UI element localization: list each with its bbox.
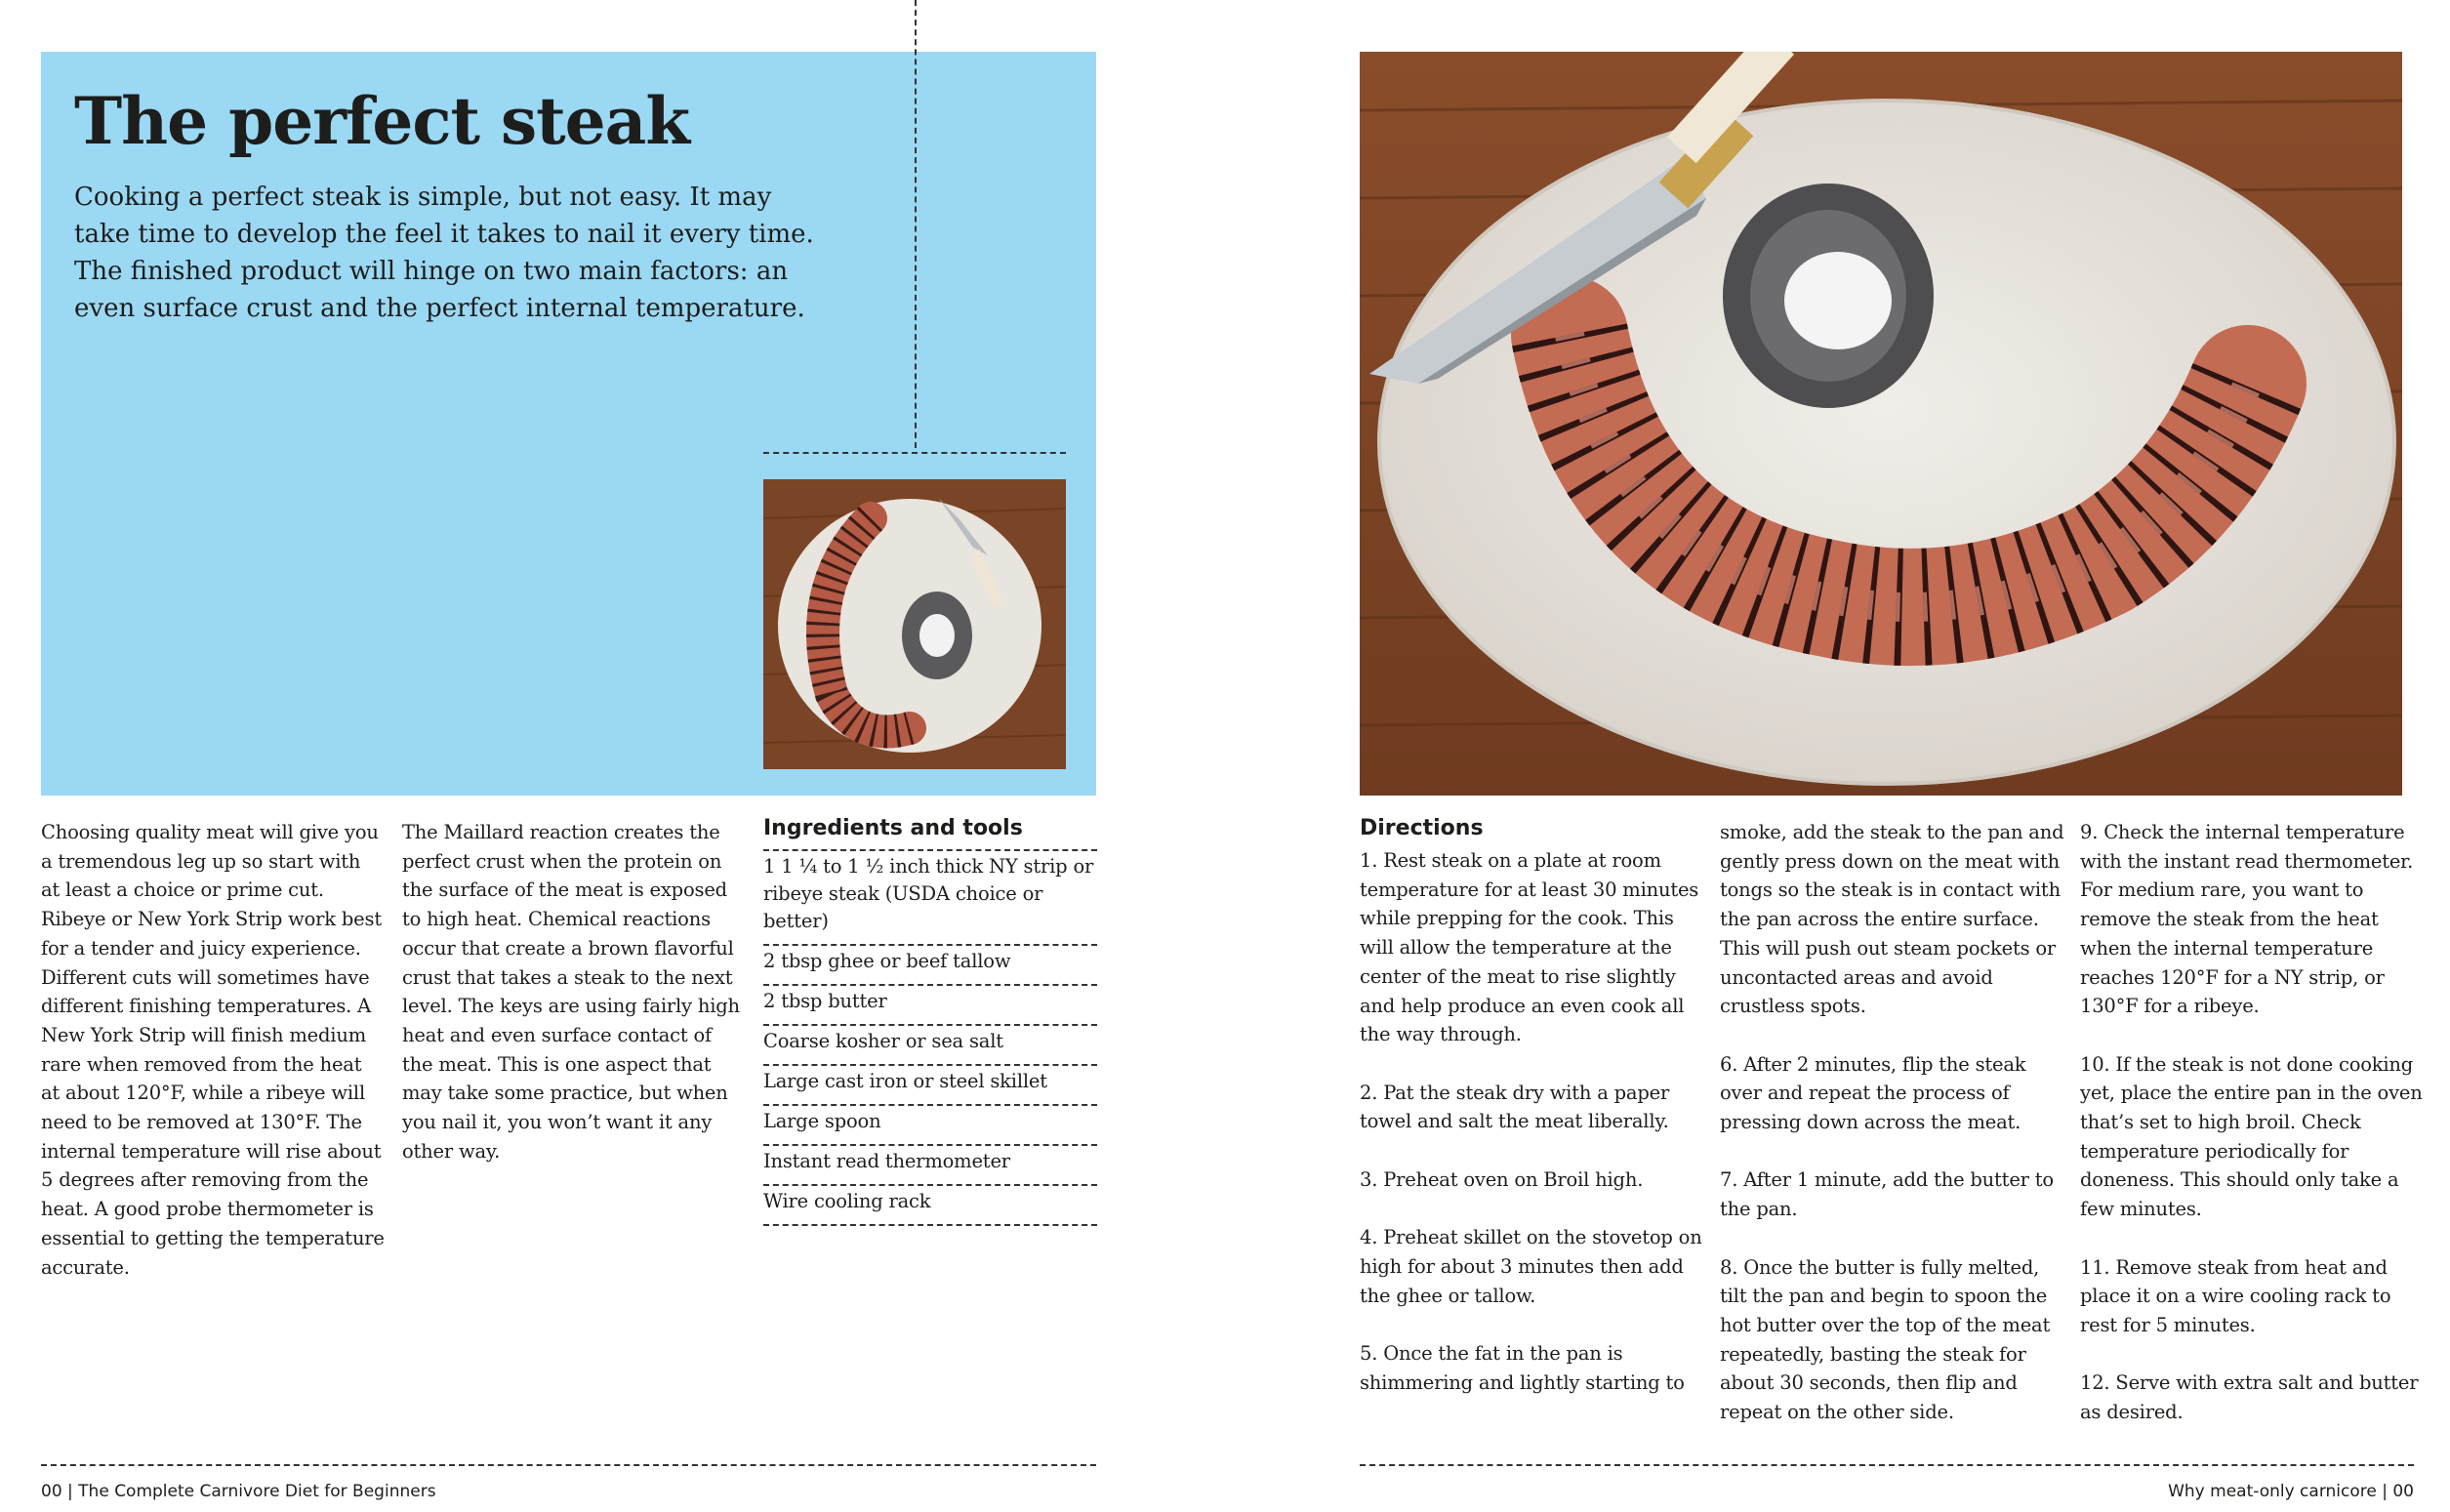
direction-step: 2. Pat the steak dry with a paper towel and salt the meat liberally. [1360, 1081, 1670, 1133]
steak-hero-photo [1360, 52, 2402, 796]
direction-step: 6. After 2 minutes, flip the steak over and repeat the process of pressing down across the meat. [1720, 1052, 2026, 1134]
footer-rule-right [1360, 1464, 2414, 1466]
ingredient-item: Instant read thermometer [763, 1144, 1097, 1184]
direction-step: 9. Check the internal temperature with the instant read thermometer. For medium rare, you want to remove the steak from the heat when the internal temperature reaches 120°F for a NY strip, or 130°F for a ribeye. [2080, 821, 2414, 1018]
direction-step: 5. Once the fat in the pan is shimmering and lightly starting to [1360, 1341, 1685, 1394]
body-text-column-2: The Maillard reaction creates the perfect crust when the protein on the surface of the meat is exposed to high heat. Chemical reactions occur that create a brown flavorful crust that takes a steak to the next level. The keys are using fairly high heat and even surface contact of the meat. This is one aspect that may take some practice, but when you nail it, you won’t want it any other way. [402, 821, 740, 1163]
footer-rule-left [41, 1464, 1096, 1466]
directions-heading: Directions [1360, 816, 1484, 840]
ingredients-heading: Ingredients and tools [763, 816, 1023, 840]
page-title: The perfect steak [74, 83, 690, 159]
footer-right: Why meat-only carnicore | 00 [2168, 1482, 2414, 1501]
dashed-divider-thumbnail [763, 452, 1066, 454]
direction-step: 12. Serve with extra salt and butter as desired. [2080, 1371, 2419, 1424]
direction-step: 7. After 1 minute, add the butter to the pan. [1720, 1168, 2054, 1221]
ingredient-item: 2 tbsp butter [763, 984, 1097, 1024]
steak-thumbnail-photo [763, 479, 1066, 769]
direction-step: 1. Rest steak on a plate at room temperature for at least 30 minutes while prepping for the cook. This will allow the temperature at the center of the meat to rise slightly and help produce an even cook all the way through. [1360, 849, 1699, 1046]
direction-step: 11. Remove steak from heat and place it on a wire cooling rack to rest for 5 minutes. [2080, 1255, 2391, 1336]
directions-column-1 [1360, 846, 1706, 1426]
ingredient-item: 2 tbsp ghee or beef tallow [763, 944, 1097, 984]
footer-left: 00 | The Complete Carnivore Diet for Beginners [41, 1482, 436, 1501]
ingredient-item: Large cast iron or steel skillet [763, 1064, 1097, 1104]
direction-step: 8. Once the butter is fully melted, tilt the pan and begin to spoon the hot butter over the top of the meat repeatedly, basting the steak for about 30 seconds, then flip and repeat on the other side. [1720, 1255, 2051, 1424]
direction-step: smoke, add the steak to the pan and gently press down on the meat with tongs so the steak is in contact with the pan across the entire surface. This will push out steam pockets or uncontacted areas and avoid crustless spots. [1720, 821, 2064, 1018]
directions-column-3 [2080, 818, 2427, 1455]
direction-step: 4. Preheat skillet on the stovetop on high for about 3 minutes then add the ghee or tallow. [1360, 1226, 1702, 1307]
dashed-divider-vertical [915, 0, 917, 448]
ingredient-item: Coarse kosher or sea salt [763, 1024, 1097, 1064]
direction-step: 10. If the steak is not done cooking yet, place the entire pan in the oven that’s set to high broil. Check temperature periodically for doneness. This should only take a few minutes. [2080, 1052, 2423, 1221]
directions-column-2 [1720, 818, 2066, 1455]
direction-step: 3. Preheat oven on Broil high. [1360, 1167, 1644, 1191]
ingredient-item: Large spoon [763, 1104, 1097, 1144]
ingredient-item: Wire cooling rack [763, 1184, 1097, 1226]
ingredient-item: 1 1 ¼ to 1 ½ inch thick NY strip or ribeye steak (USDA choice or better) [763, 849, 1097, 944]
intro-text: Cooking a perfect steak is simple, but not easy. It may take time to develop the feel it takes to nail it every time. The finished product will hinge on two main factors: an even surface crust and the perfect internal temperature. [74, 183, 814, 323]
ingredients-list [763, 849, 1097, 1226]
body-text-column-1: Choosing quality meat will give you a tremendous leg up so start with at least a choice or prime cut. Ribeye or New York Strip work best for a tender and juicy experience. Different cuts will sometimes have different finishing temperatures. A New York Strip will finish medium rare when removed from the heat at about 120°F, while a ribeye will need to be removed at 130°F. The internal temperature will rise about 5 degrees after removing from the heat. A good probe thermometer is essential to getting the temperature accurate. [41, 821, 385, 1279]
